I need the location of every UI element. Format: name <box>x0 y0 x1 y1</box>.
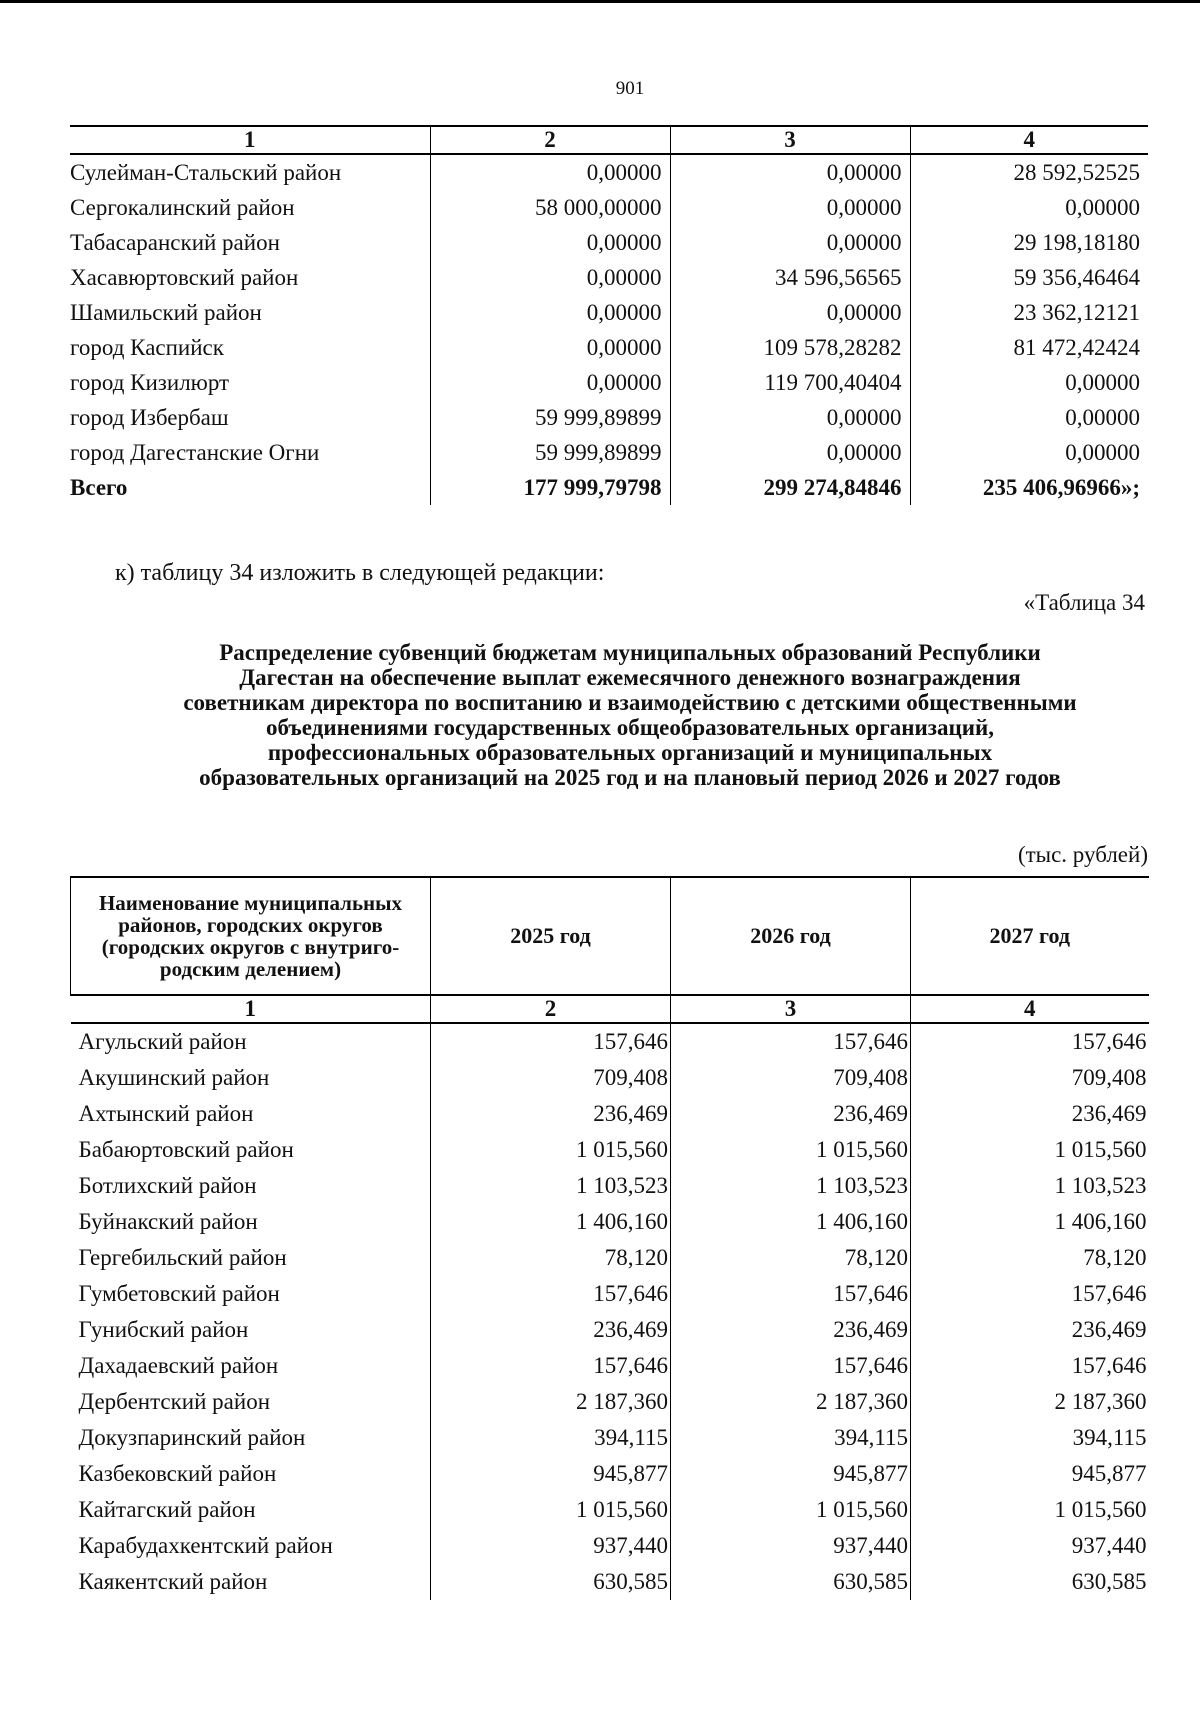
table-row <box>71 1096 1149 1132</box>
table-caption: «Таблица 34 <box>1023 590 1145 615</box>
table-row <box>70 154 1148 190</box>
district-name: Докузпаринский район <box>78 1425 306 1450</box>
value-2027: 1 015,560 <box>911 1492 1149 1528</box>
value-cell: 0,00000 <box>670 435 910 470</box>
value-2025: 1 103,523 <box>431 1168 671 1204</box>
table-row <box>71 1384 1149 1420</box>
header-year-2025: 2025 год <box>431 877 671 995</box>
district-name: Агульский район <box>78 1029 247 1054</box>
value-2026: 945,877 <box>671 1456 911 1492</box>
table-row <box>70 295 1148 330</box>
header-municipality-name: Наименование муниципальных районов, городских округов (городских округов с внутриго-родским делением) <box>71 877 431 995</box>
total-row <box>70 470 1148 505</box>
amendment-instruction: к) таблицу 34 изложить в следующей редакции: <box>115 560 605 586</box>
value-cell: 0,00000 <box>910 435 1148 470</box>
value-2026: 1 103,523 <box>671 1168 911 1204</box>
value-cell: 0,00000 <box>910 400 1148 435</box>
column-number-row <box>70 126 1148 154</box>
value-2026: 157,646 <box>671 1348 911 1384</box>
district-name: Гумбетовский район <box>78 1281 280 1306</box>
value-2027: 157,646 <box>911 1348 1149 1384</box>
value-2025: 1 015,560 <box>431 1132 671 1168</box>
value-cell: 28 592,52525 <box>910 154 1148 190</box>
value-2025: 630,585 <box>431 1564 671 1600</box>
value-2026: 157,646 <box>671 1276 911 1312</box>
district-name: город Избербаш <box>70 405 229 430</box>
district-name: Шамильский район <box>70 300 262 325</box>
district-name: город Кизилюрт <box>70 370 230 395</box>
value-2026: 2 187,360 <box>671 1384 911 1420</box>
table-row <box>70 225 1148 260</box>
table-row <box>71 1528 1149 1564</box>
table-row <box>71 1276 1149 1312</box>
value-cell: 0,00000 <box>430 365 670 400</box>
table-row <box>71 1204 1149 1240</box>
district-name: город Каспийск <box>70 335 224 360</box>
header-row <box>71 877 1149 995</box>
table-row <box>71 1240 1149 1276</box>
table-row <box>71 1023 1149 1060</box>
value-2027: 157,646 <box>911 1023 1149 1060</box>
district-name: Буйнакский район <box>78 1209 258 1234</box>
table-row <box>70 435 1148 470</box>
value-cell: 59 999,89899 <box>430 435 670 470</box>
title-line: образовательных организаций на 2025 год и на плановый период 2026 и 2027 годов <box>199 765 1061 790</box>
district-name: город Дагестанские Огни <box>70 440 320 465</box>
value-2025: 2 187,360 <box>431 1384 671 1420</box>
column-number: 1 <box>70 126 430 154</box>
value-2027: 945,877 <box>911 1456 1149 1492</box>
column-number: 1 <box>71 995 431 1023</box>
district-name: Гунибский район <box>78 1317 249 1342</box>
value-2027: 937,440 <box>911 1528 1149 1564</box>
district-name: Табасаранский район <box>70 230 280 255</box>
title-line: Дагестан на обеспечение выплат ежемесячного денежного вознаграждения <box>239 665 1021 690</box>
value-2027: 2 187,360 <box>911 1384 1149 1420</box>
table-row <box>71 1168 1149 1204</box>
value-2027: 236,469 <box>911 1096 1149 1132</box>
value-cell: 0,00000 <box>670 400 910 435</box>
value-2025: 1 015,560 <box>431 1492 671 1528</box>
table-row <box>71 1132 1149 1168</box>
title-line: советникам директора по воспитанию и взаимодействию с детскими общественными <box>183 690 1077 715</box>
table-row <box>70 365 1148 400</box>
value-2027: 1 015,560 <box>911 1132 1149 1168</box>
value-cell: 34 596,56565 <box>670 260 910 295</box>
value-2025: 945,877 <box>431 1456 671 1492</box>
value-2025: 157,646 <box>431 1023 671 1060</box>
table-row <box>71 1420 1149 1456</box>
value-cell: 0,00000 <box>670 295 910 330</box>
column-number: 4 <box>910 126 1148 154</box>
value-cell: 119 700,40404 <box>670 365 910 400</box>
value-cell: 0,00000 <box>670 225 910 260</box>
value-2025: 1 406,160 <box>431 1204 671 1240</box>
value-2027: 709,408 <box>911 1060 1149 1096</box>
total-value: 235 406,96966»; <box>910 470 1148 505</box>
value-2025: 236,469 <box>431 1096 671 1132</box>
value-2026: 236,469 <box>671 1312 911 1348</box>
table-row <box>70 190 1148 225</box>
value-cell: 59 356,46464 <box>910 260 1148 295</box>
value-cell: 59 999,89899 <box>430 400 670 435</box>
value-2025: 157,646 <box>431 1348 671 1384</box>
column-number: 4 <box>911 995 1149 1023</box>
value-2027: 157,646 <box>911 1276 1149 1312</box>
value-cell: 0,00000 <box>670 154 910 190</box>
column-number: 3 <box>670 126 910 154</box>
value-2026: 937,440 <box>671 1528 911 1564</box>
value-2025: 236,469 <box>431 1312 671 1348</box>
units-label: (тыс. рублей) <box>1017 842 1148 867</box>
header-year-2026: 2026 год <box>671 877 911 995</box>
value-2025: 709,408 <box>431 1060 671 1096</box>
value-cell: 0,00000 <box>430 295 670 330</box>
value-2026: 709,408 <box>671 1060 911 1096</box>
title-line: Распределение субвенций бюджетам муниципальных образований Республики <box>219 640 1041 665</box>
continuation-table <box>70 125 1148 505</box>
value-2027: 1 406,160 <box>911 1204 1149 1240</box>
top-border-rule <box>0 0 1200 3</box>
value-cell: 81 472,42424 <box>910 330 1148 365</box>
value-cell: 0,00000 <box>430 154 670 190</box>
value-2026: 1 015,560 <box>671 1492 911 1528</box>
district-name: Дахадаевский район <box>78 1353 279 1378</box>
table-row <box>70 330 1148 365</box>
header-year-2027: 2027 год <box>911 877 1149 995</box>
value-2026: 1 406,160 <box>671 1204 911 1240</box>
value-cell: 0,00000 <box>430 225 670 260</box>
district-name: Гергебильский район <box>78 1245 287 1270</box>
value-2026: 630,585 <box>671 1564 911 1600</box>
value-cell: 29 198,18180 <box>910 225 1148 260</box>
value-2026: 236,469 <box>671 1096 911 1132</box>
value-cell: 23 362,12121 <box>910 295 1148 330</box>
total-value: 299 274,84846 <box>670 470 910 505</box>
table-title <box>100 640 1160 790</box>
column-number: 3 <box>671 995 911 1023</box>
district-name: Карабудахкентский район <box>78 1533 333 1558</box>
district-name: Казбековский район <box>78 1461 277 1486</box>
district-name: Дербентский район <box>78 1389 271 1414</box>
value-2027: 78,120 <box>911 1240 1149 1276</box>
district-name: Бабаюртовский район <box>78 1137 294 1162</box>
table-row <box>71 1492 1149 1528</box>
title-line: объединениями государственных общеобразовательных организаций, <box>265 715 995 740</box>
value-2026: 1 015,560 <box>671 1132 911 1168</box>
table-row <box>71 1456 1149 1492</box>
value-2026: 394,115 <box>671 1420 911 1456</box>
total-label: Всего <box>70 475 128 500</box>
column-number: 2 <box>430 126 670 154</box>
value-2027: 236,469 <box>911 1312 1149 1348</box>
value-cell: 0,00000 <box>430 260 670 295</box>
total-value: 177 999,79798 <box>430 470 670 505</box>
district-name: Сулейман-Стальский район <box>70 160 342 185</box>
value-2027: 394,115 <box>911 1420 1149 1456</box>
table-row <box>71 1348 1149 1384</box>
table-row <box>71 1312 1149 1348</box>
value-cell: 0,00000 <box>670 190 910 225</box>
value-cell: 58 000,00000 <box>430 190 670 225</box>
district-name: Кайтагский район <box>78 1497 256 1522</box>
subvention-table <box>70 876 1149 1600</box>
value-2027: 630,585 <box>911 1564 1149 1600</box>
district-name: Хасавюртовский район <box>70 265 299 290</box>
district-name: Акушинский район <box>78 1065 270 1090</box>
district-name: Сергокалинский район <box>70 195 295 220</box>
value-2026: 78,120 <box>671 1240 911 1276</box>
page-number: 901 <box>615 78 645 99</box>
column-number-row <box>71 995 1149 1023</box>
table-row <box>71 1564 1149 1600</box>
value-cell: 109 578,28282 <box>670 330 910 365</box>
value-2026: 157,646 <box>671 1023 911 1060</box>
value-cell: 0,00000 <box>910 190 1148 225</box>
value-cell: 0,00000 <box>430 330 670 365</box>
value-2027: 1 103,523 <box>911 1168 1149 1204</box>
district-name: Каякентский район <box>78 1569 268 1594</box>
title-line: профессиональных образовательных организаций и муниципальных <box>267 740 993 765</box>
table-row <box>71 1060 1149 1096</box>
value-2025: 394,115 <box>431 1420 671 1456</box>
district-name: Ботлихский район <box>78 1173 257 1198</box>
column-number: 2 <box>431 995 671 1023</box>
value-cell: 0,00000 <box>910 365 1148 400</box>
table-row <box>70 400 1148 435</box>
district-name: Ахтынский район <box>78 1101 254 1126</box>
value-2025: 157,646 <box>431 1276 671 1312</box>
value-2025: 937,440 <box>431 1528 671 1564</box>
table-row <box>70 260 1148 295</box>
value-2025: 78,120 <box>431 1240 671 1276</box>
